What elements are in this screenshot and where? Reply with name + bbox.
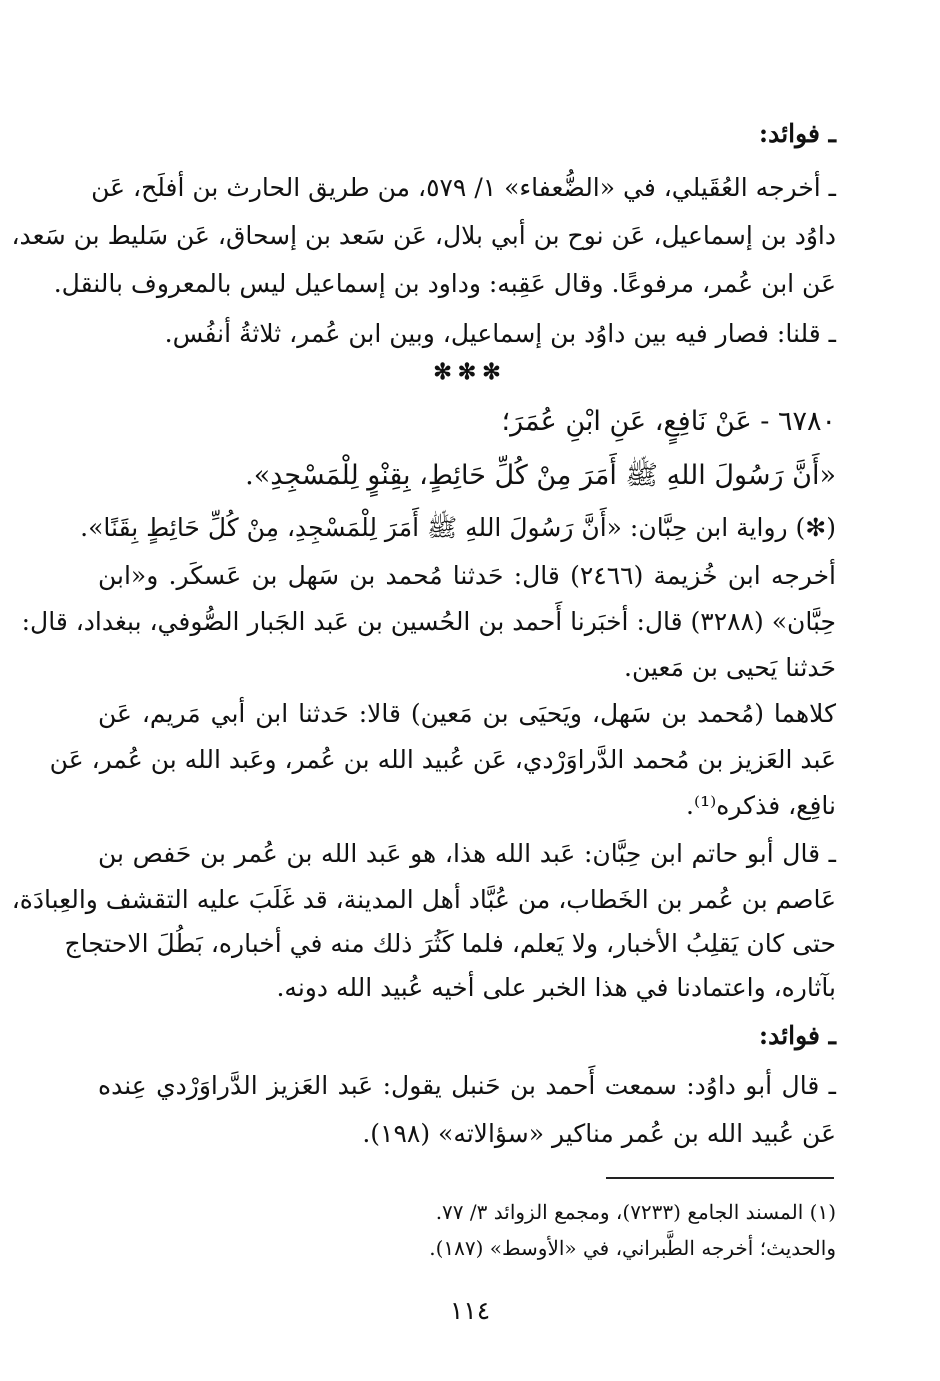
section-separator-stars: ✻✻✻ xyxy=(433,359,507,385)
text-line: (✻) رواية ابن حِبَّان: «أَنَّ رَسُولَ اللهِ ﷺ أَمَرَ لِلْمَسْجِدِ، مِنْ كُلِّ حَائِطٍ بِقَنًا». xyxy=(80,513,836,542)
section-heading-fawaid: ـ فوائد: xyxy=(758,119,836,148)
text-line: ـ أخرجه العُقَيلي، في «الضُّعفاء» ١/ ٥٧٩، من طريق الحارث بن أفلَح، عَن xyxy=(91,173,836,202)
text-line: حِبَّان» (٣٢٨٨) قال: أخبَرنا أَحمد بن الحُسين بن عَبد الجَبار الصُّوفي، ببغداد، قال: xyxy=(21,607,836,636)
text-line: حتى كان يَقلِبُ الأخبار، ولا يَعلم، فلما كَثُرَ ذلك منه في أخباره، بَطُلَ الاحتجاج xyxy=(64,929,836,958)
text-line: كلاهما (مُحمد بن سَهل، ويَحيَى بن مَعين) قالا: حَدثنا ابن أبي مَريم، عَن xyxy=(98,699,836,728)
footnote-divider xyxy=(606,1177,834,1179)
section-heading-fawaid: ـ فوائد: xyxy=(758,1021,836,1050)
text-line: حَدثنا يَحيى بن مَعين. xyxy=(624,653,836,682)
text-line: ـ قال أبو داوُد: سمعت أَحمد بن حَنبل يقول: عَبد العَزيز الدَّراوَرْدي عِنده xyxy=(98,1071,836,1100)
page-number: ١١٤ xyxy=(449,1296,491,1325)
hadith-number-line: ٦٧٨٠ - عَنْ نَافِعٍ، عَنِ ابْنِ عُمَرَ؛ xyxy=(501,406,836,437)
text-line: ـ قلنا: فصار فيه بين داوُد بن إسماعيل، وبين ابن عُمر، ثلاثةُ أنفُس. xyxy=(164,319,836,348)
text-line: عَبد العَزيز بن مُحمد الدَّراوَرْدي، عَن عُبيد الله بن عُمر، وعَبد الله بن عُمر، عَن xyxy=(49,745,836,774)
text-line: بآثاره، واعتمادنا في هذا الخبر على أخيه عُبيد الله دونه. xyxy=(276,973,836,1002)
text-line: أخرجه ابن خُزيمة (٢٤٦٦) قال: حَدثنا مُحمد بن سَهل بن عَسكَر. و«ابن xyxy=(98,561,836,590)
text-line: داوُد بن إسماعيل، عَن نوح بن أبي بلال، عَن سَعد بن إسحاق، عَن سَليط بن سَعد، xyxy=(11,221,836,250)
hadith-matn: «أَنَّ رَسُولَ اللهِ ﷺ أَمَرَ مِنْ كُلِّ حَائِطٍ، بِقِنْوٍ لِلْمَسْجِدِ». xyxy=(245,460,836,491)
footnote-2: والحديث؛ أخرجه الطَّبراني، في «الأوسط» (١٨٧). xyxy=(429,1236,836,1260)
text-line: عَن عُبيد الله بن عُمر مناكير «سؤالاته» (١٩٨). xyxy=(362,1119,836,1148)
footnote-1: (١) المسند الجامع (٧٢٣٣)، ومجمع الزوائد ٣/ ٧٧. xyxy=(435,1200,836,1224)
text-line: عَن ابن عُمر، مرفوعًا. وقال عَقِبه: وداود بن إسماعيل ليس بالمعروف بالنقل. xyxy=(53,269,836,298)
text-line: نافِع، فذكره⁽¹⁾. xyxy=(686,791,836,820)
text-line: ـ قال أبو حاتم ابن حِبَّان: عَبد الله هذا، هو عَبد الله بن عُمر بن حَفص بن xyxy=(98,839,836,868)
text-line: عَاصم بن عُمر بن الخَطاب، من عُبَّاد أهل المدينة، قد غَلَبَ عليه التقشف والعِبادَة، xyxy=(11,885,836,914)
